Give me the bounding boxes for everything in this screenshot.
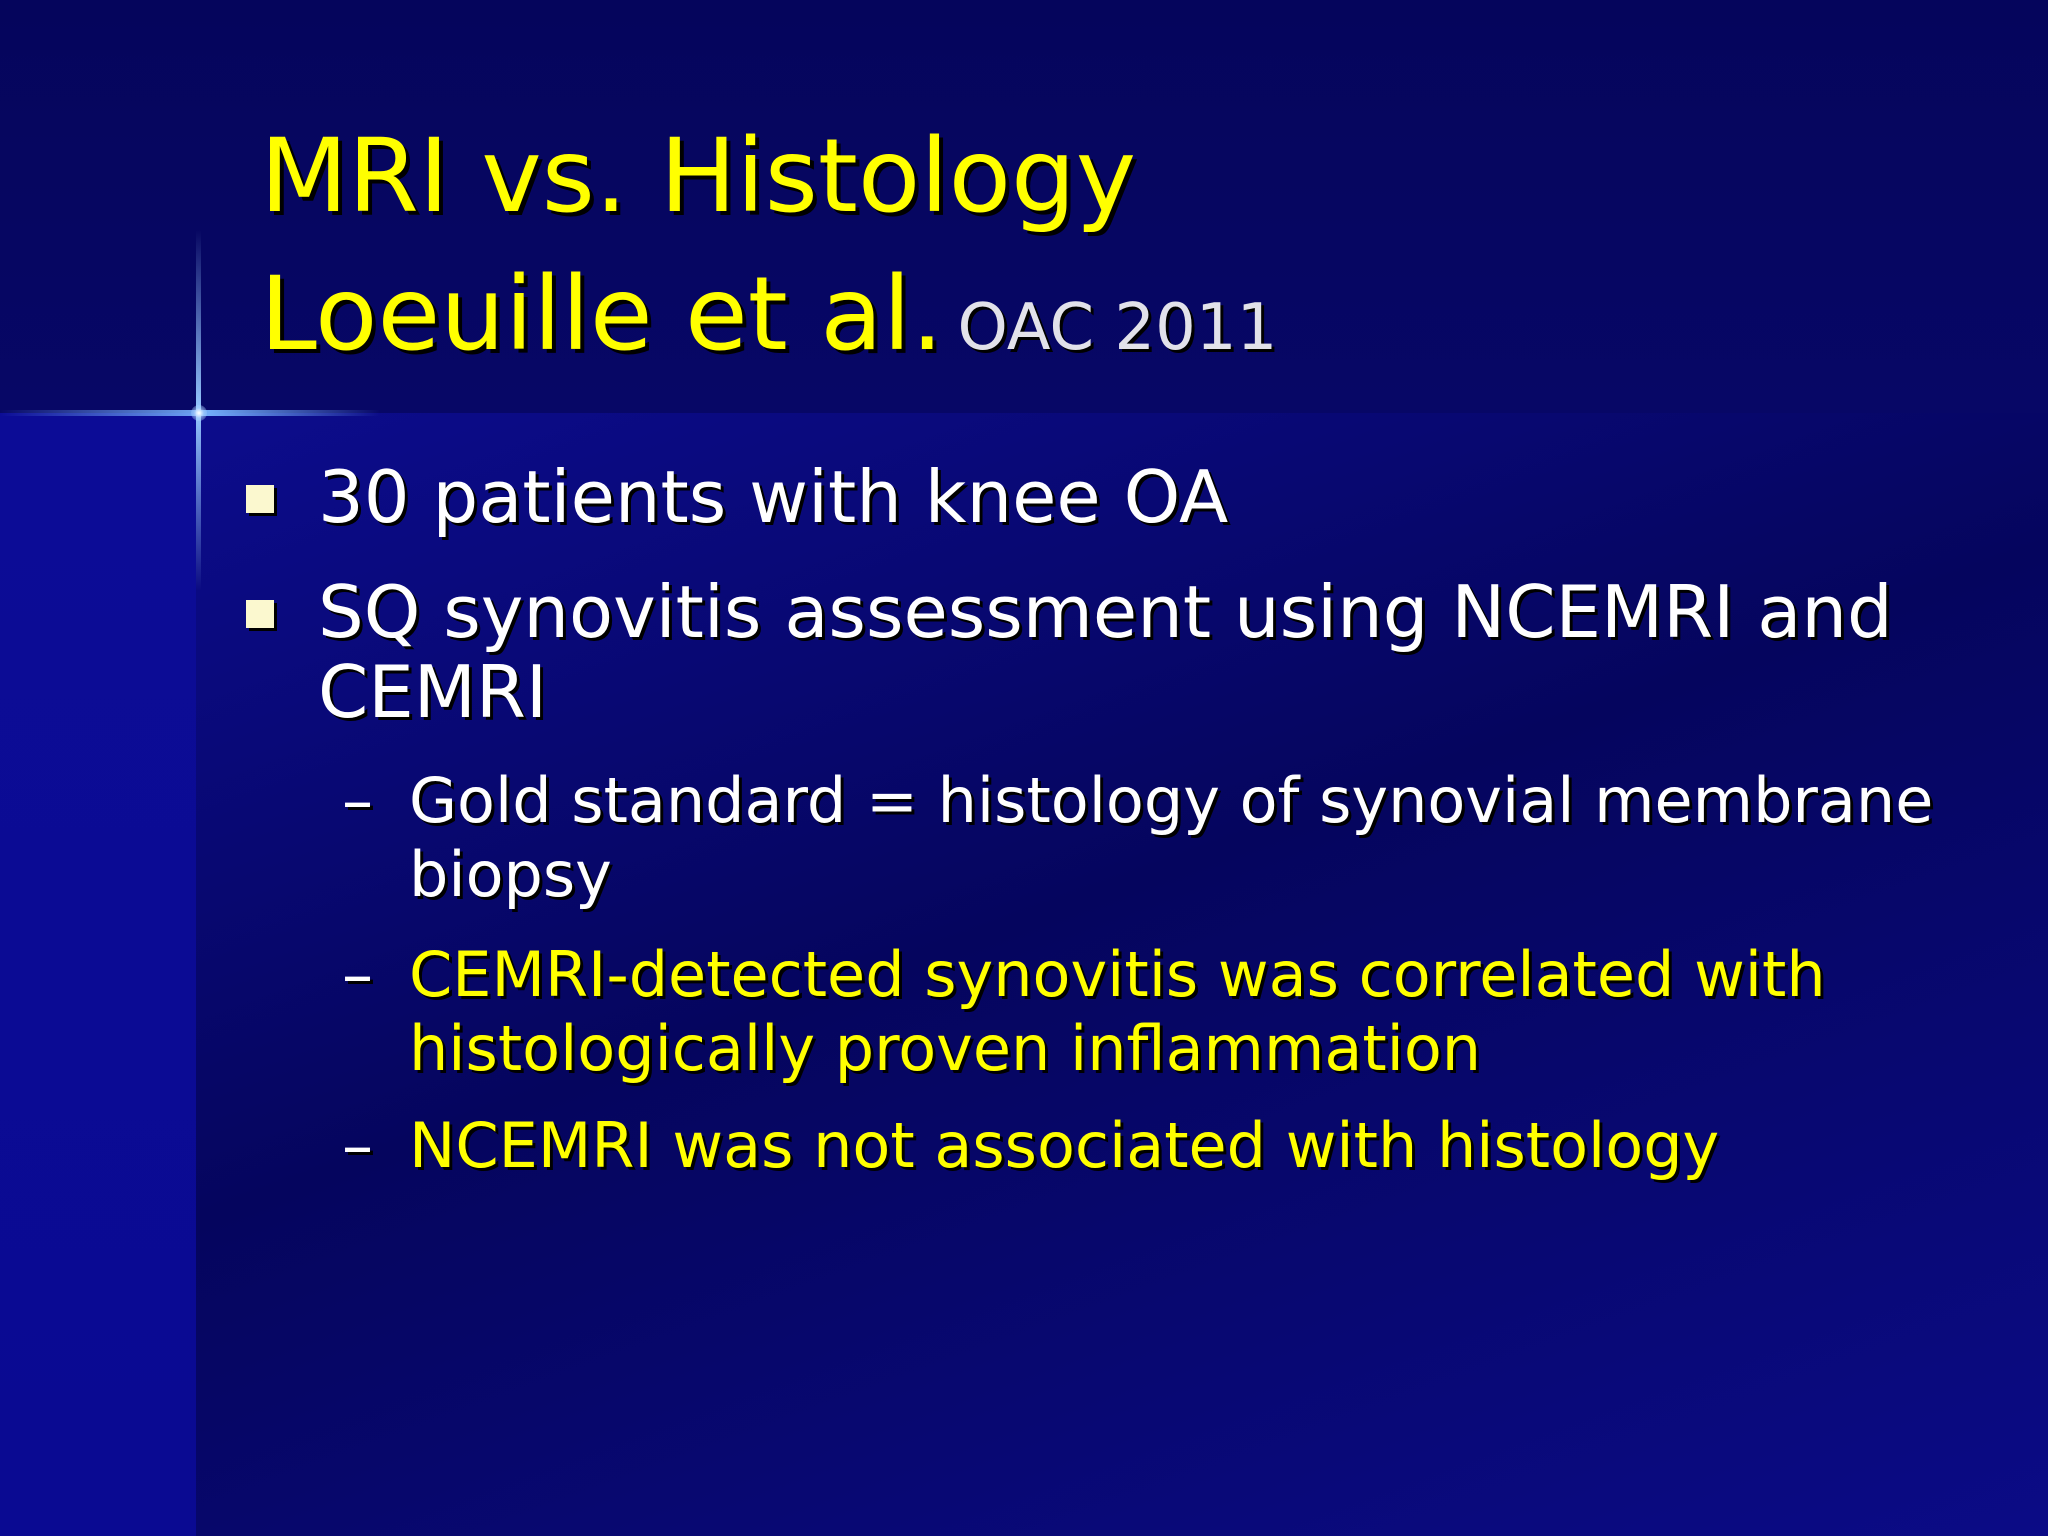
dash-bullet-icon: – — [342, 938, 373, 1011]
square-bullet-icon — [246, 485, 274, 513]
bullet-text: SQ synovitis assessment using NCEMRI and CEMRI — [318, 570, 1893, 734]
sub-bullet-text-highlight: CEMRI-detected synovitis was correlated with histologically proven inflammation — [409, 938, 1826, 1085]
bullet-text: 30 patients with knee OA — [318, 455, 1229, 539]
sparkle-horizontal-ray — [0, 410, 380, 416]
title-authors: Loeuille et al. — [260, 255, 944, 374]
title-citation: OAC 2011 — [957, 291, 1278, 365]
sparkle-core — [191, 405, 207, 421]
title-line-1: MRI vs. Histology — [260, 117, 1137, 236]
sub-bullet-text-highlight: NCEMRI was not associated with histology — [409, 1109, 1720, 1182]
slide-title — [260, 108, 1277, 397]
sub-bullet-text: Gold standard = histology of synovial membrane biopsy — [409, 764, 1934, 911]
dash-bullet-icon: – — [342, 764, 373, 837]
title-line-2 — [260, 246, 1277, 397]
left-margin-band — [0, 413, 196, 1536]
dash-bullet-icon: – — [342, 1109, 373, 1182]
square-bullet-icon — [246, 600, 274, 628]
